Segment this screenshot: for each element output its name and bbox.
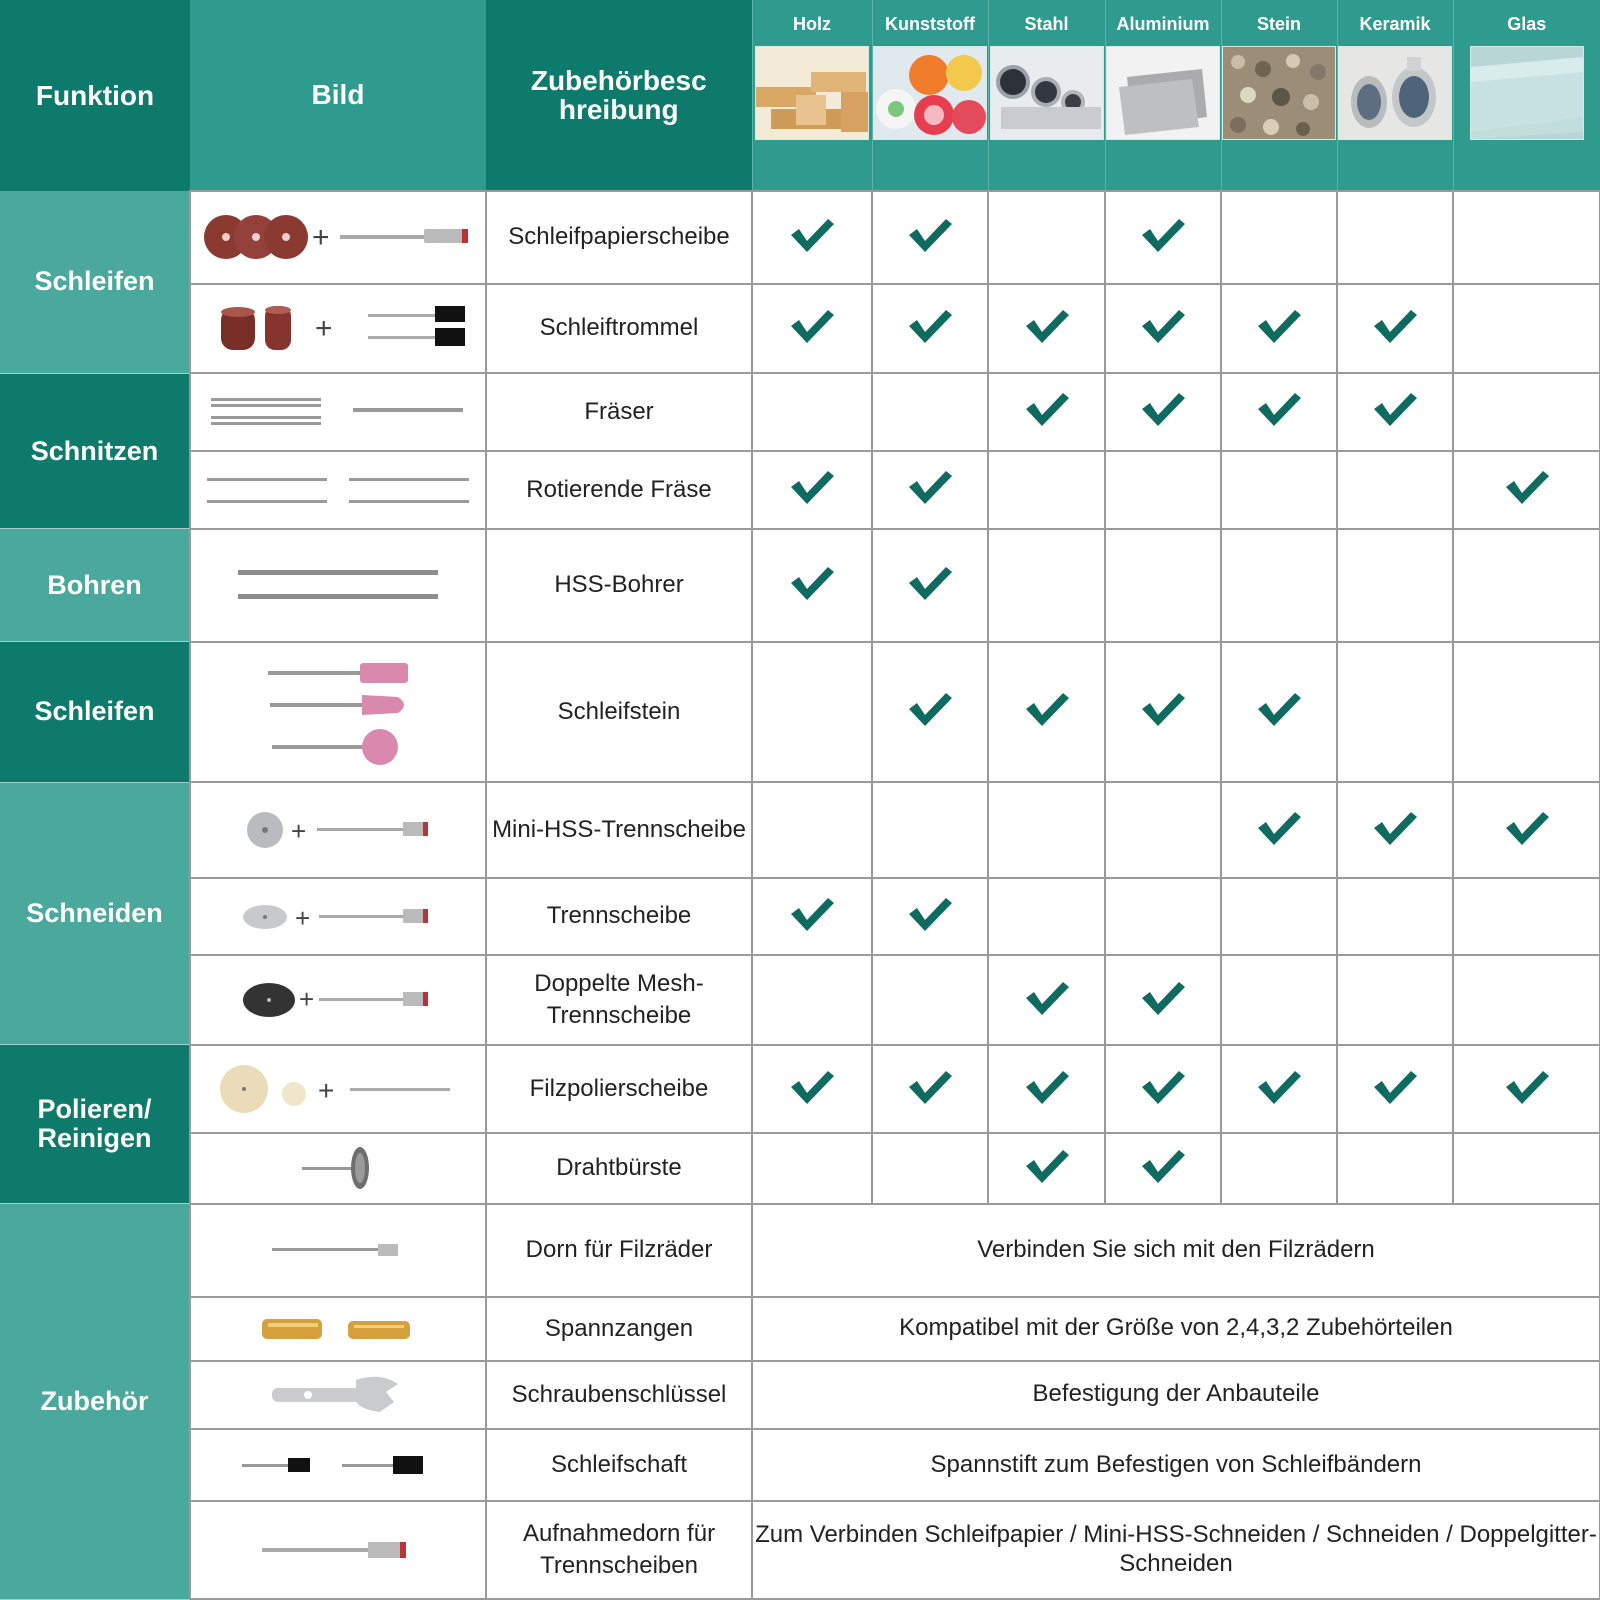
table-row bbox=[0, 373, 1600, 450]
check-icon bbox=[1371, 1067, 1419, 1107]
compat-cell bbox=[1337, 1133, 1453, 1203]
compat-cell bbox=[1337, 1045, 1453, 1133]
compat-cell bbox=[1105, 373, 1221, 450]
compat-cell bbox=[1105, 1045, 1221, 1133]
compat-cell bbox=[1221, 1133, 1337, 1203]
accessory-image bbox=[190, 373, 486, 450]
check-icon bbox=[788, 467, 836, 507]
accessory-description: Schleifpapierscheibe bbox=[486, 191, 752, 284]
check-icon bbox=[1255, 689, 1303, 729]
compat-cell bbox=[752, 451, 872, 529]
accessory-description: Trennscheibe bbox=[486, 878, 752, 955]
stone-image bbox=[1222, 46, 1336, 140]
table-row bbox=[0, 529, 1600, 642]
accessory-description: Fräser bbox=[486, 373, 752, 450]
check-icon bbox=[1023, 389, 1071, 429]
compat-cell bbox=[752, 1133, 872, 1203]
check-icon bbox=[906, 563, 954, 603]
compat-cell bbox=[872, 782, 988, 878]
svg-text:+: + bbox=[299, 984, 315, 1015]
function-schneiden: Schneiden bbox=[0, 782, 190, 1044]
check-icon bbox=[1023, 1146, 1071, 1186]
accessory-description: Schraubenschlüssel bbox=[486, 1361, 752, 1429]
wood-image bbox=[755, 46, 869, 140]
check-icon bbox=[1255, 808, 1303, 848]
compat-cell bbox=[1453, 955, 1600, 1045]
compat-cell bbox=[988, 878, 1105, 955]
accessory-description: Spannzangen bbox=[486, 1297, 752, 1360]
svg-text:+: + bbox=[312, 221, 330, 255]
table-row bbox=[0, 782, 1600, 878]
compat-cell bbox=[1337, 955, 1453, 1045]
function-polieren: Polieren/ Reinigen bbox=[0, 1045, 190, 1204]
compat-cell bbox=[872, 1045, 988, 1133]
compat-cell bbox=[752, 642, 872, 783]
material-aluminium: Aluminium bbox=[1105, 0, 1221, 191]
check-icon bbox=[1255, 1067, 1303, 1107]
accessory-image bbox=[190, 1133, 486, 1203]
check-icon bbox=[788, 306, 836, 346]
compat-cell bbox=[1105, 955, 1221, 1045]
compat-cell bbox=[1337, 782, 1453, 878]
compat-cell bbox=[1453, 191, 1600, 284]
compat-cell bbox=[1105, 191, 1221, 284]
function-zubehoer: Zubehör bbox=[0, 1204, 190, 1599]
accessory-note: Verbinden Sie sich mit den Filzrädern bbox=[752, 1204, 1600, 1298]
check-icon bbox=[906, 306, 954, 346]
check-icon bbox=[1139, 306, 1187, 346]
material-holz: Holz bbox=[752, 0, 872, 191]
check-icon bbox=[906, 689, 954, 729]
table-row bbox=[0, 191, 1600, 284]
svg-text:+: + bbox=[291, 816, 307, 847]
compat-cell bbox=[752, 284, 872, 374]
compat-cell bbox=[1221, 642, 1337, 783]
compat-cell bbox=[988, 284, 1105, 374]
compat-cell bbox=[1453, 642, 1600, 783]
table-row bbox=[0, 1204, 1600, 1298]
compat-cell bbox=[1337, 529, 1453, 642]
compat-cell bbox=[752, 955, 872, 1045]
compat-cell bbox=[872, 191, 988, 284]
compat-cell bbox=[872, 529, 988, 642]
accessory-note: Kompatibel mit der Größe von 2,4,3,2 Zubehörteilen bbox=[752, 1297, 1600, 1360]
compat-cell bbox=[1337, 373, 1453, 450]
check-icon bbox=[1255, 389, 1303, 429]
check-icon bbox=[906, 894, 954, 934]
compat-cell bbox=[1221, 373, 1337, 450]
accessory-note: Befestigung der Anbauteile bbox=[752, 1361, 1600, 1429]
glass-image bbox=[1470, 46, 1584, 140]
compat-cell bbox=[1453, 451, 1600, 529]
compat-cell bbox=[1337, 451, 1453, 529]
compat-cell bbox=[752, 1045, 872, 1133]
compat-cell bbox=[872, 878, 988, 955]
accessory-note: Zum Verbinden Schleifpapier / Mini-HSS-Schneiden / Schneiden / Doppelgitter-Schneiden bbox=[752, 1501, 1600, 1599]
check-icon bbox=[788, 215, 836, 255]
table-row bbox=[0, 1429, 1600, 1501]
accessory-image bbox=[190, 1204, 486, 1298]
steel-image bbox=[990, 46, 1104, 140]
check-icon bbox=[1371, 389, 1419, 429]
accessory-description: Aufnahmedorn für Trennscheiben bbox=[486, 1501, 752, 1599]
check-icon bbox=[1139, 389, 1187, 429]
compat-cell bbox=[872, 1133, 988, 1203]
accessory-description: Dorn für Filzräder bbox=[486, 1204, 752, 1298]
function-schnitzen: Schnitzen bbox=[0, 373, 190, 529]
compat-cell bbox=[752, 373, 872, 450]
table-row bbox=[0, 642, 1600, 783]
accessory-note: Spannstift zum Befestigen von Schleifbändern bbox=[752, 1429, 1600, 1501]
plastic-image bbox=[873, 46, 987, 140]
compat-cell bbox=[1105, 782, 1221, 878]
compat-cell bbox=[1105, 451, 1221, 529]
check-icon bbox=[1139, 689, 1187, 729]
accessory-description: Rotierende Fräse bbox=[486, 451, 752, 529]
check-icon bbox=[1023, 689, 1071, 729]
compat-cell bbox=[1453, 782, 1600, 878]
material-stahl: Stahl bbox=[988, 0, 1105, 191]
accessory-image bbox=[190, 1045, 486, 1133]
accessory-image bbox=[190, 284, 486, 374]
compat-cell bbox=[988, 451, 1105, 529]
material-stein: Stein bbox=[1221, 0, 1337, 191]
accessory-description: Mini-HSS-Trennscheibe bbox=[486, 782, 752, 878]
compat-cell bbox=[1337, 191, 1453, 284]
compat-cell bbox=[988, 955, 1105, 1045]
accessory-image bbox=[190, 451, 486, 529]
compat-cell bbox=[1453, 529, 1600, 642]
compat-cell bbox=[1453, 284, 1600, 374]
compat-cell bbox=[1221, 782, 1337, 878]
compat-cell bbox=[1221, 878, 1337, 955]
accessory-image bbox=[190, 1361, 486, 1429]
compat-cell bbox=[1221, 284, 1337, 374]
accessory-description: Filzpolierscheibe bbox=[486, 1045, 752, 1133]
check-icon bbox=[1503, 467, 1551, 507]
compat-cell bbox=[872, 451, 988, 529]
compat-cell bbox=[988, 642, 1105, 783]
accessory-image bbox=[190, 878, 486, 955]
accessory-description: HSS-Bohrer bbox=[486, 529, 752, 642]
check-icon bbox=[788, 1067, 836, 1107]
compat-cell bbox=[1105, 878, 1221, 955]
compat-cell bbox=[872, 955, 988, 1045]
compat-cell bbox=[1105, 642, 1221, 783]
compat-cell bbox=[1221, 191, 1337, 284]
check-icon bbox=[1139, 215, 1187, 255]
svg-text:+: + bbox=[315, 312, 333, 346]
accessory-image bbox=[190, 1429, 486, 1501]
compat-cell bbox=[1221, 451, 1337, 529]
svg-text:+: + bbox=[295, 902, 311, 933]
compat-cell bbox=[1453, 1045, 1600, 1133]
compat-cell bbox=[988, 782, 1105, 878]
compat-cell bbox=[1221, 955, 1337, 1045]
check-icon bbox=[1371, 808, 1419, 848]
accessory-image bbox=[190, 191, 486, 284]
check-icon bbox=[788, 563, 836, 603]
compat-cell bbox=[988, 529, 1105, 642]
compat-cell bbox=[1337, 878, 1453, 955]
check-icon bbox=[1503, 1067, 1551, 1107]
compat-cell bbox=[988, 1133, 1105, 1203]
compat-cell bbox=[988, 373, 1105, 450]
check-icon bbox=[1139, 978, 1187, 1018]
accessory-image bbox=[190, 642, 486, 783]
compat-cell bbox=[1337, 284, 1453, 374]
function-schleifen-2: Schleifen bbox=[0, 642, 190, 783]
compat-cell bbox=[1221, 529, 1337, 642]
accessory-description: Schleifschaft bbox=[486, 1429, 752, 1501]
function-bohren: Bohren bbox=[0, 529, 190, 642]
check-icon bbox=[1371, 306, 1419, 346]
function-schleifen: Schleifen bbox=[0, 191, 190, 373]
table-row bbox=[0, 1361, 1600, 1429]
header-funktion: Funktion bbox=[0, 0, 190, 191]
accessory-image bbox=[190, 1501, 486, 1599]
compat-cell bbox=[1453, 878, 1600, 955]
check-icon bbox=[1023, 1067, 1071, 1107]
accessory-image bbox=[190, 955, 486, 1045]
compat-cell bbox=[988, 1045, 1105, 1133]
check-icon bbox=[1139, 1067, 1187, 1107]
compat-cell bbox=[988, 191, 1105, 284]
compat-cell bbox=[1105, 284, 1221, 374]
check-icon bbox=[1023, 306, 1071, 346]
compat-cell bbox=[1221, 1045, 1337, 1133]
material-kunststoff: Kunststoff bbox=[872, 0, 988, 191]
compat-cell bbox=[752, 529, 872, 642]
table-row bbox=[0, 451, 1600, 529]
accessory-description: Doppelte Mesh-Trennscheibe bbox=[486, 955, 752, 1045]
accessory-description: Schleiftrommel bbox=[486, 284, 752, 374]
check-icon bbox=[906, 215, 954, 255]
header-bild: Bild bbox=[190, 0, 486, 191]
compat-cell bbox=[1337, 642, 1453, 783]
accessory-description: Drahtbürste bbox=[486, 1133, 752, 1203]
check-icon bbox=[1255, 306, 1303, 346]
compat-cell bbox=[1105, 1133, 1221, 1203]
compat-cell bbox=[872, 284, 988, 374]
table-row bbox=[0, 1045, 1600, 1133]
accessory-image bbox=[190, 1297, 486, 1360]
accessory-description: Schleifstein bbox=[486, 642, 752, 783]
svg-text:+: + bbox=[318, 1075, 335, 1107]
compat-cell bbox=[752, 782, 872, 878]
check-icon bbox=[906, 467, 954, 507]
table-row bbox=[0, 878, 1600, 955]
table-row bbox=[0, 1501, 1600, 1599]
compat-cell bbox=[1105, 529, 1221, 642]
ceramic-image bbox=[1338, 46, 1452, 140]
check-icon bbox=[788, 894, 836, 934]
header-beschreibung: Zubehörbesc hreibung bbox=[486, 0, 752, 191]
compat-cell bbox=[872, 642, 988, 783]
check-icon bbox=[906, 1067, 954, 1107]
check-icon bbox=[1139, 1146, 1187, 1186]
material-keramik: Keramik bbox=[1337, 0, 1453, 191]
check-icon bbox=[1023, 978, 1071, 1018]
aluminium-image bbox=[1106, 46, 1220, 140]
check-icon bbox=[1503, 808, 1551, 848]
compat-cell bbox=[1453, 1133, 1600, 1203]
table-row bbox=[0, 1133, 1600, 1203]
compat-cell bbox=[872, 373, 988, 450]
accessory-image bbox=[190, 529, 486, 642]
material-glas: Glas bbox=[1453, 0, 1600, 191]
compat-cell bbox=[752, 878, 872, 955]
table-row bbox=[0, 955, 1600, 1045]
table-row bbox=[0, 284, 1600, 374]
compat-cell bbox=[752, 191, 872, 284]
table-row bbox=[0, 1297, 1600, 1360]
accessory-image bbox=[190, 782, 486, 878]
compat-cell bbox=[1453, 373, 1600, 450]
